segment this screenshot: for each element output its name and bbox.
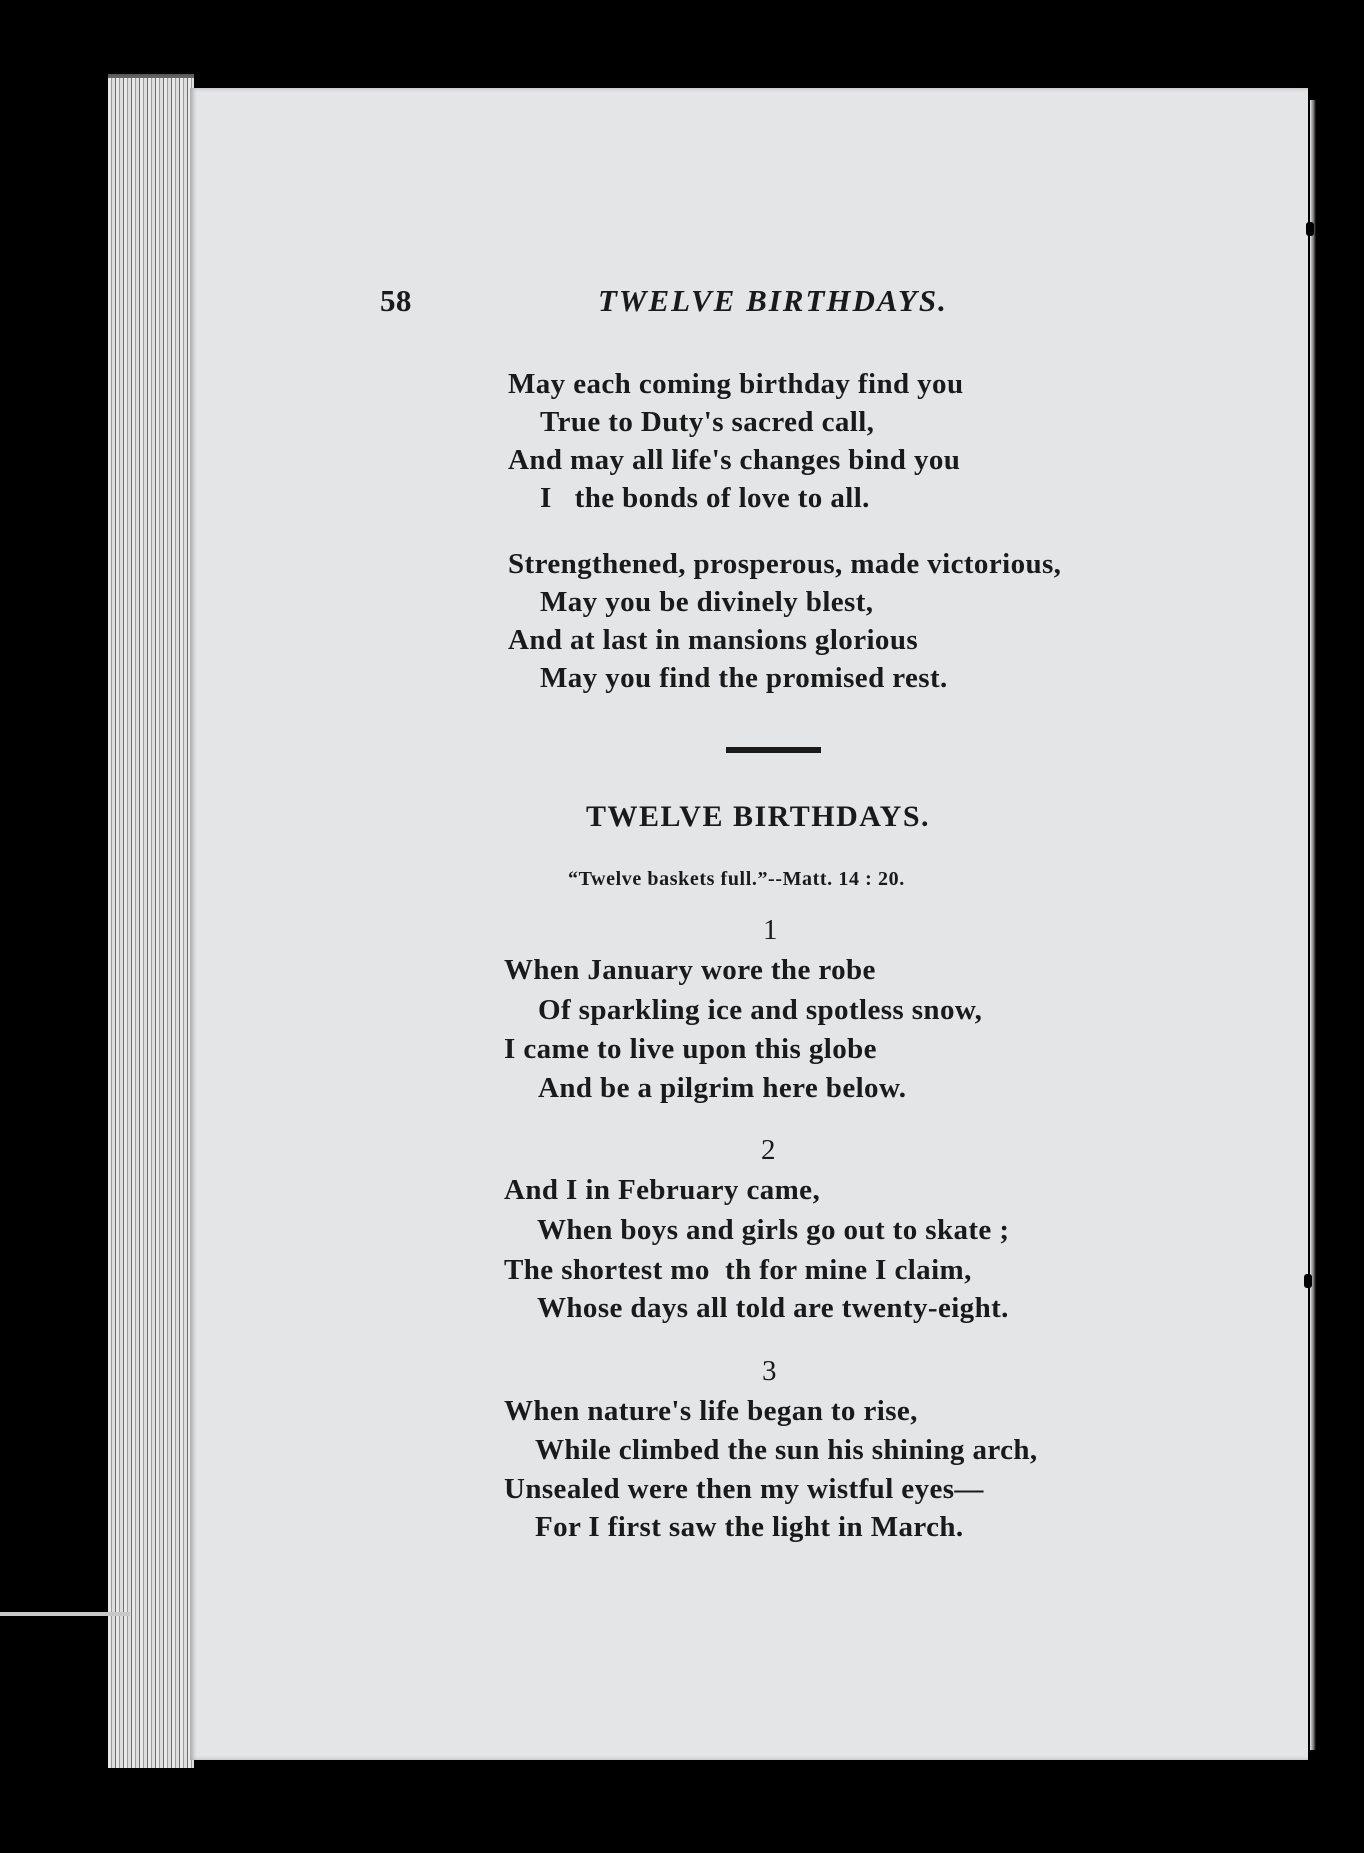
gutter-mark: [1304, 1274, 1312, 1288]
stanza-number: 3: [762, 1355, 777, 1387]
verse-line: Of sparkling ice and spotless snow,: [538, 994, 983, 1026]
verse-line: Whose days all told are twenty-eight.: [537, 1292, 1009, 1324]
running-title: TWELVE BIRTHDAYS.: [598, 283, 948, 318]
verse-line: While climbed the sun his shining arch,: [535, 1434, 1038, 1466]
verse-line: Unsealed were then my wistful eyes—: [504, 1473, 984, 1505]
epigraph: “Twelve baskets full.”--Matt. 14 : 20.: [568, 868, 905, 890]
verse-line: And at last in mansions glorious: [508, 624, 919, 656]
verse-line: And I in February came,: [504, 1174, 821, 1206]
page-number: 58: [380, 283, 412, 318]
verse-line: May you be divinely blest,: [540, 586, 874, 618]
right-page-edge: [1310, 100, 1316, 1750]
verse-line: I came to live upon this globe: [504, 1033, 877, 1065]
verse-line: May you find the promised rest.: [540, 662, 948, 694]
section-divider: [726, 747, 821, 753]
verse-line: When January wore the robe: [504, 954, 876, 986]
verse-line: And may all life's changes bind you: [508, 444, 961, 476]
verse-line: True to Duty's sacred call,: [540, 406, 875, 438]
stanza-number: 2: [761, 1134, 776, 1166]
verse-line: Strengthened, prosperous, made victorious,: [508, 548, 1062, 580]
verse-line: When boys and girls go out to skate ;: [537, 1214, 1010, 1246]
scan-artifact-line: [0, 1612, 130, 1616]
verse-line: When nature's life began to rise,: [504, 1395, 918, 1427]
stanza-number: 1: [763, 914, 778, 946]
gutter-mark: [1306, 222, 1314, 236]
verse-line: For I first saw the light in March.: [535, 1511, 964, 1543]
right-binding-shadow: [1308, 88, 1364, 1760]
page-stack-edges: [108, 78, 194, 1768]
verse-line: May each coming birthday find you: [508, 368, 964, 400]
poem-title: TWELVE BIRTHDAYS.: [586, 800, 931, 833]
verse-line: The shortest mo th for mine I claim,: [504, 1254, 972, 1286]
verse-line: And be a pilgrim here below.: [538, 1072, 907, 1104]
verse-line: I the bonds of love to all.: [540, 482, 870, 514]
